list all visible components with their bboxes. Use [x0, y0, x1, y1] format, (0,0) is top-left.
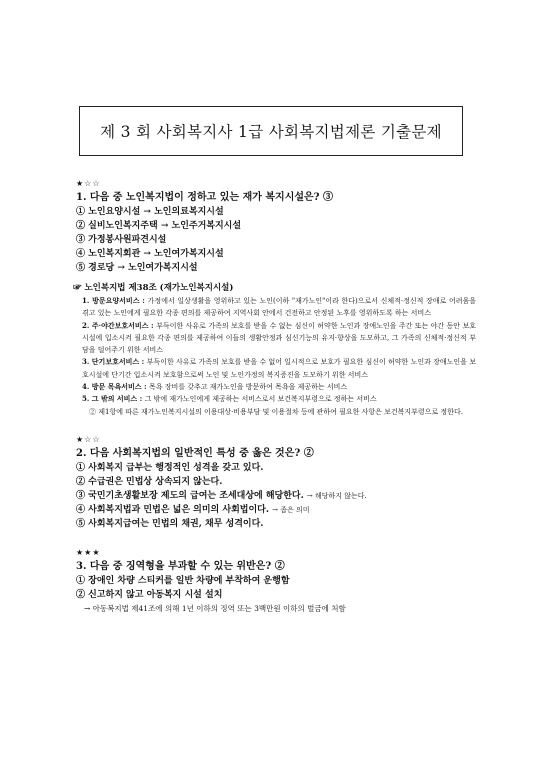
reference-label: 5. 그 밖의 서비스 : — [82, 394, 145, 404]
q1-option-2: ② 실비노인복지주택 → 노인주거복지시설 — [76, 221, 242, 231]
option-text: ⑤ 사회복지급여는 민법의 채권, 채무 성격이다. — [76, 518, 264, 529]
q2-option-3 — [76, 489, 476, 503]
reference-item-3 — [82, 356, 476, 381]
reference-item-2 — [82, 320, 476, 357]
title-box — [79, 106, 463, 156]
document-body — [73, 178, 476, 615]
reference-label: 4. 방문 목욕서비스 : — [82, 382, 149, 392]
q3-explanation: → 아동복지법 제41조에 의해 1년 이하의 징역 또는 3백만원 이하의 벌금에 처함 — [84, 603, 346, 613]
reference-item-5 — [82, 393, 476, 405]
reference-note: ② 제1항에 따른 재가노인복지시설의 이용대상·비용부담 및 이용절차 등에 관하여 필요한 사항은 보건복지부령으로 정한다. — [89, 407, 463, 416]
reference-item-4 — [82, 381, 476, 393]
q1-option-5: ⑤ 경로당 → 노인여가복지시설 — [76, 263, 198, 273]
document-title: 제 3 회 사회복지사 1급 사회복지법제론 기출문제 — [100, 123, 442, 141]
question-3: 3. 다음 중 징역형을 부과할 수 있는 위반은? ② — [76, 560, 285, 572]
option-note: → 해당하지 않는다. — [306, 491, 367, 500]
question-1: 1. 다음 중 노인복지법이 정하고 있는 재가 복지시설은? ③ — [76, 192, 334, 203]
q2-option-4 — [76, 503, 476, 517]
q3-option-1: ① 장애인 차량 스티커를 일반 차량에 부착하여 운행함 — [76, 575, 290, 586]
q3-option-2: ② 신고하지 않고 아동복지 시설 설치 — [76, 589, 223, 600]
reference-label: 3. 단기보호서비스 : — [82, 357, 147, 367]
q1-option-4: ④ 노인복지회관 → 노인여가복지시설 — [76, 249, 224, 259]
reference-text: 가정에서 일상생활을 영위하고 있는 노인(이하 "재가노인"이라 한다)으로서 신체적·정신적 장애로 어려움을 겪고 있는 노인에게 필요한 각종 편의를 제공하여 지역사회 안에서 건전하고 안정된 노후를 영위하도록 하는 서비스 — [82, 297, 476, 318]
reference-label: 1. 방문요양서비스 : — [82, 296, 148, 305]
q1-option-1: ① 노인요양시설 → 노인의료복지시설 — [76, 207, 224, 217]
q2-option-1 — [76, 461, 476, 475]
reference-item-1 — [82, 295, 476, 320]
difficulty-stars: ★☆☆ — [76, 179, 101, 188]
reference-text: 목욕 장비를 갖추고 재가노인을 방문하여 목욕을 제공하는 서비스 — [148, 383, 348, 392]
question-2: 2. 다음 사회복지법의 일반적인 특성 중 옳은 것은? ② — [76, 447, 314, 459]
reference-text: 그 밖에 재가노인에게 제공하는 서비스로서 보건복지부령으로 정하는 서비스 — [144, 395, 377, 404]
difficulty-stars: ★☆☆ — [76, 434, 101, 444]
reference-text: 부득이한 사유로 가족의 보호를 받을 수 없는 심신이 허약한 노인과 장애노인을 주간 또는 야간 동안 보호시설에 입소시켜 필요한 각종 편의를 제공하여 이들의 생활안정과 심신기능의 유지·향상을 도모하고, 그 가족의 신체적·정신적 부담을 덜어주기 위한 서비스 — [82, 321, 476, 355]
difficulty-stars: ★★★ — [76, 547, 101, 557]
reference-text: 부득이한 사유로 가족의 보호를 받을 수 없어 일시적으로 보호가 필요한 심신이 허약한 노인과 장애노인을 보호시설에 단기간 입소시켜 보호함으로써 노인 및 노인가정의 복지증진을 도모하기 위한 서비스 — [82, 358, 476, 379]
q1-option-3: ③ 가정봉사원파견시설 — [76, 235, 167, 245]
option-text: ④ 사회복지법과 민법은 넓은 의미의 사회법이다. — [76, 504, 269, 515]
q2-option-5 — [76, 517, 476, 531]
option-text: ③ 국민기초생활보장 제도의 급여는 조세대상에 해당한다. — [76, 490, 304, 501]
option-text: ① 사회복지 급부는 행정적인 성격을 갖고 있다. — [76, 462, 264, 473]
q2-option-2 — [76, 475, 476, 489]
reference-heading: ☞ 노인복지법 제38조 (재가노인복지시설) — [73, 283, 234, 293]
option-text: ② 수급권은 민법상 상속되지 않는다. — [76, 476, 223, 487]
option-note: → 좁은 의미 — [272, 505, 310, 514]
reference-label: 2. 주·야간보호서비스 : — [82, 320, 157, 330]
